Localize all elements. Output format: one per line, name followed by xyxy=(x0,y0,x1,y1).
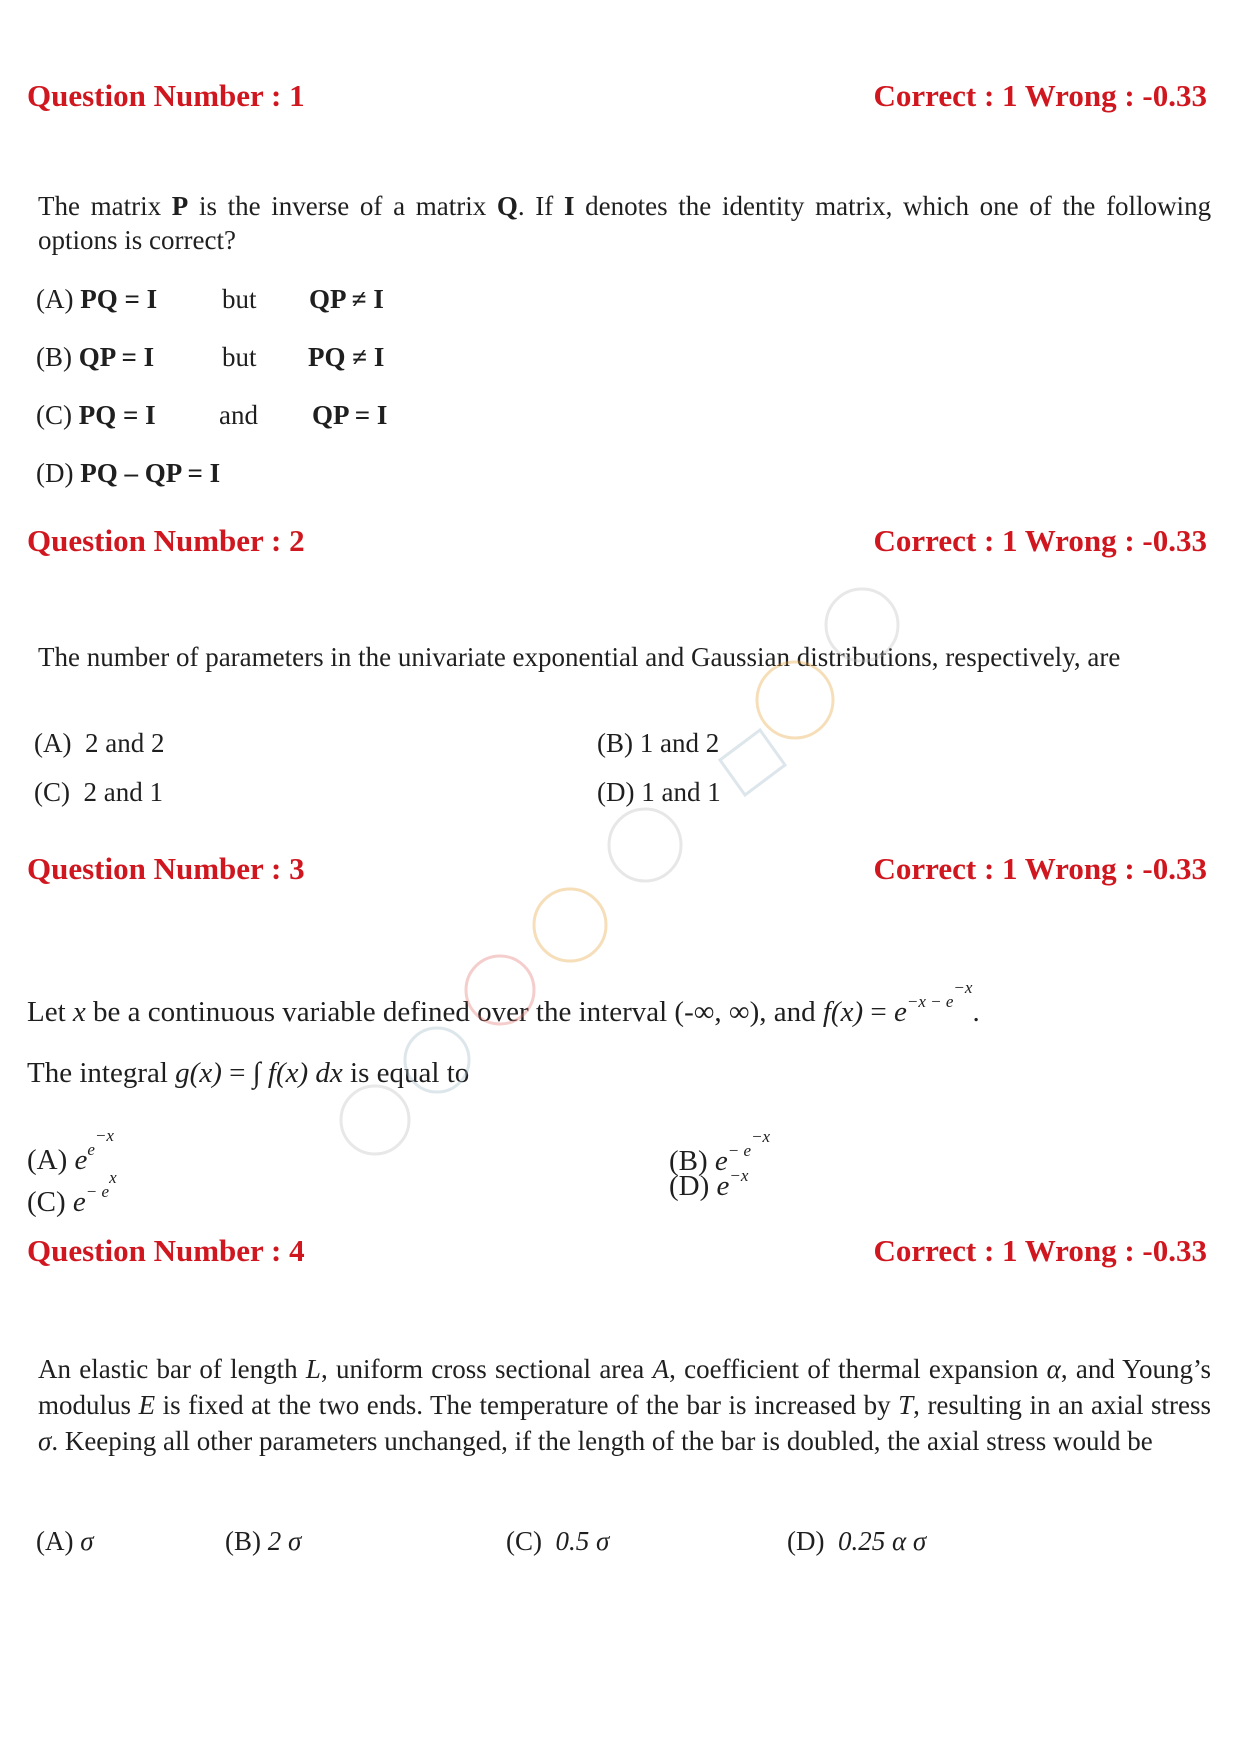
option-4b[interactable]: (B) 2 σ xyxy=(225,1526,302,1556)
question-number-label: Question Number : 2 xyxy=(27,523,305,558)
question-text-3-line1: Let x be a continuous variable defined over the interval (-∞, ∞), and $f(x) = e^{-x - e^{-x}}$. xyxy=(27,978,980,1028)
option-4d[interactable]: (D) 0.25 α σ xyxy=(787,1526,927,1556)
option-1a-conj: but xyxy=(222,284,257,314)
option-1c-rhs: QP = I xyxy=(312,400,388,430)
question-header-1 xyxy=(27,78,1210,114)
option-3d[interactable]: (D) $e^{-x}$ xyxy=(669,1166,749,1202)
gear-icon xyxy=(720,730,785,795)
question-header-2 xyxy=(27,523,1210,559)
question-text-3-line2: The integral g(x) = ∫ f(x) dx is equal to xyxy=(27,1057,470,1089)
option-3b[interactable]: (B) $e^{- e^{-x}}$ xyxy=(669,1127,771,1177)
option-1b-conj: but xyxy=(222,342,257,372)
score-label: Correct : 1 Wrong : -0.33 xyxy=(873,523,1207,558)
option-1d[interactable]: (D) PQ – QP = I xyxy=(36,458,221,488)
seal-icon xyxy=(534,889,606,961)
score-label: Correct : 1 Wrong : -0.33 xyxy=(873,851,1207,886)
option-4a[interactable]: (A) σ xyxy=(36,1526,94,1556)
question-number-label: Question Number : 1 xyxy=(27,78,305,113)
option-3c[interactable]: (C) $e^{- e^x}$ xyxy=(27,1168,117,1218)
option-2c[interactable]: (C) 2 and 1 xyxy=(34,777,163,807)
option-1c[interactable]: (C) PQ = I xyxy=(36,400,156,430)
seal-icon xyxy=(341,1086,409,1154)
option-1b[interactable]: (B) QP = I xyxy=(36,342,155,372)
option-4c[interactable]: (C) 0.5 σ xyxy=(506,1526,610,1556)
option-2d[interactable]: (D) 1 and 1 xyxy=(597,777,721,807)
score-label: Correct : 1 Wrong : -0.33 xyxy=(873,1233,1207,1268)
option-1a-rhs: QP ≠ I xyxy=(309,284,384,314)
option-1b-rhs: PQ ≠ I xyxy=(308,342,385,372)
question-header-4 xyxy=(27,1233,1210,1269)
option-1c-conj: and xyxy=(219,400,258,430)
question-header-3 xyxy=(27,851,1210,887)
option-2b[interactable]: (B) 1 and 2 xyxy=(597,728,720,758)
option-2a[interactable]: (A) 2 and 2 xyxy=(34,728,165,758)
option-3a[interactable]: (A) $e^{e^{-x}}$ xyxy=(27,1126,114,1176)
question-text-2: The number of parameters in the univariate exponential and Gaussian distributions, respectively, are xyxy=(38,642,1121,672)
score-label: Correct : 1 Wrong : -0.33 xyxy=(873,78,1207,113)
question-text-1: The matrix P is the inverse of a matrix Q. If I denotes the identity matrix, which one of the following options is correct? xyxy=(38,191,1212,255)
option-1a[interactable]: (A) PQ = I xyxy=(36,284,158,314)
question-number-label: Question Number : 4 xyxy=(27,1233,305,1268)
question-text-4: An elastic bar of length L, uniform cross sectional area A, coefficient of thermal expansion α, and Young’s modulus E is fixed at the two ends. The temperature of the bar is increased by T, resulting in an axial stress σ. Keeping all other parameters unchanged, if the length of the bar is doubled, the axial stress would be xyxy=(38,1354,1212,1456)
question-number-label: Question Number : 3 xyxy=(27,851,305,886)
